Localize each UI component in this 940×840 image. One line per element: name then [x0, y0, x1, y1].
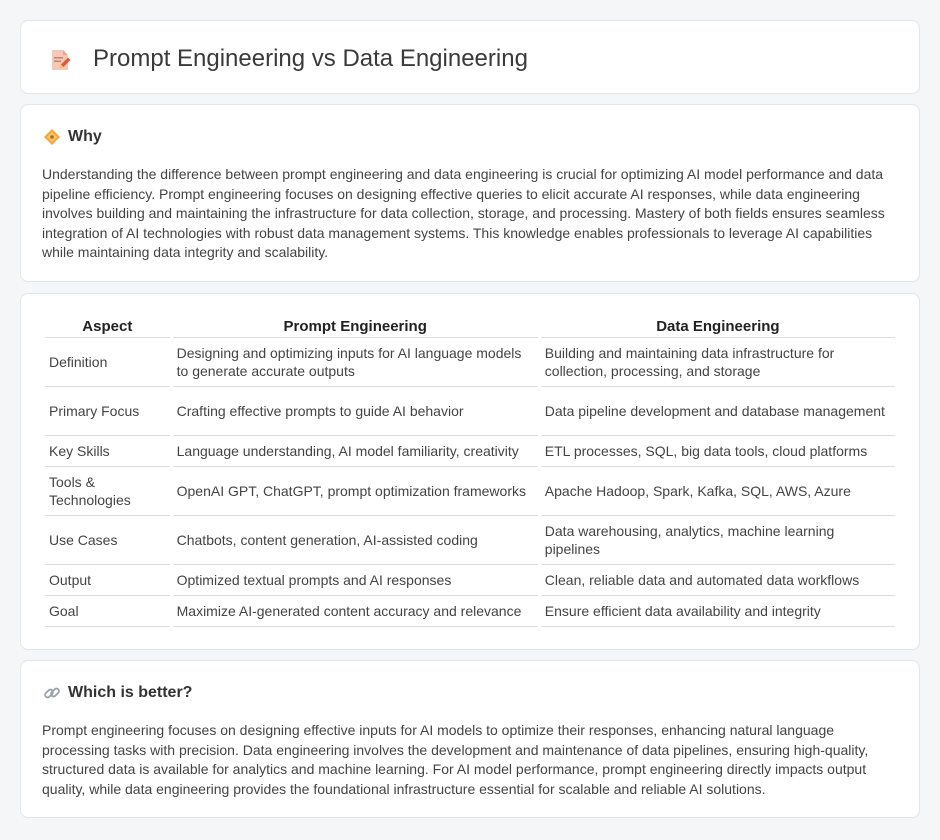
comparison-section: [20, 293, 920, 650]
row-data-cell: Apache Hadoop, Spark, Kafka, SQL, AWS, Azure: [541, 467, 895, 516]
table-row: [45, 387, 895, 436]
diamond-icon: [43, 128, 61, 146]
why-heading-row: [43, 127, 102, 147]
column-header-prompt-engineering: Prompt Engineering: [173, 316, 538, 338]
better-text: Prompt engineering focuses on designing effective inputs for AI models to optimize their responses, enhancing natural language processing tasks with precision. Data engineering involves the development and maintenance of data pipelines, ensuring high-quality, structured data is available for analytics and machine learning. For AI model performance, prompt engineering directly impacts output quality, while data engineering provides the foundational infrastructure essential for scalable and reliable AI solutions.: [42, 722, 869, 797]
row-aspect: Output: [45, 565, 170, 596]
comparison-table: [42, 316, 898, 627]
row-prompt-cell: Chatbots, content generation, AI-assisted coding: [173, 516, 538, 565]
table-row: [45, 516, 895, 565]
row-data-cell: Clean, reliable data and automated data workflows: [541, 565, 895, 596]
row-aspect: Definition: [45, 338, 170, 387]
table-header-row: [45, 316, 895, 338]
row-data-cell: Data warehousing, analytics, machine learning pipelines: [541, 516, 895, 565]
row-prompt-cell: Crafting effective prompts to guide AI behavior: [173, 387, 538, 436]
row-aspect: Use Cases: [45, 516, 170, 565]
table-row: [45, 565, 895, 596]
table-row: [45, 338, 895, 387]
why-section: [20, 104, 920, 282]
row-aspect: Goal: [45, 596, 170, 627]
table-row: [45, 436, 895, 467]
row-prompt-cell: Optimized textual prompts and AI responses: [173, 565, 538, 596]
better-heading-row: [43, 683, 192, 703]
table-row: [45, 596, 895, 627]
column-header-data-engineering: Data Engineering: [541, 316, 895, 338]
row-prompt-cell: OpenAI GPT, ChatGPT, prompt optimization frameworks: [173, 467, 538, 516]
row-prompt-cell: Designing and optimizing inputs for AI language models to generate accurate outputs: [173, 338, 538, 387]
document-edit-icon: [48, 48, 72, 72]
table-row: [45, 467, 895, 516]
column-header-aspect: Aspect: [45, 316, 170, 338]
row-prompt-cell: Language understanding, AI model familiarity, creativity: [173, 436, 538, 467]
link-icon: [43, 684, 61, 702]
row-data-cell: Building and maintaining data infrastructure for collection, processing, and storage: [541, 338, 895, 387]
row-prompt-cell: Maximize AI-generated content accuracy and relevance: [173, 596, 538, 627]
row-aspect: Tools & Technologies: [45, 467, 170, 516]
header-card: [20, 20, 920, 94]
which-is-better-section: [20, 660, 920, 818]
page-title: Prompt Engineering vs Data Engineering: [93, 45, 528, 72]
row-data-cell: Data pipeline development and database management: [541, 387, 895, 436]
row-aspect: Primary Focus: [45, 387, 170, 436]
better-heading: Which is better?: [68, 684, 193, 701]
row-data-cell: Ensure efficient data availability and integrity: [541, 596, 895, 627]
why-text: Understanding the difference between prompt engineering and data engineering is crucial for optimizing AI model performance and data pipeline efficiency. Prompt engineering focuses on designing effective queries to elicit accurate AI responses, while data engineering involves building and maintaining the infrastructure for data collection, storage, and processing. Mastery of both fields ensures seamless integration of AI technologies with robust data management systems. This knowledge enables professionals to leverage AI capabilities while maintaining data integrity and scalability.: [42, 166, 885, 261]
why-heading: Why: [68, 128, 102, 145]
row-data-cell: ETL processes, SQL, big data tools, cloud platforms: [541, 436, 895, 467]
row-aspect: Key Skills: [45, 436, 170, 467]
